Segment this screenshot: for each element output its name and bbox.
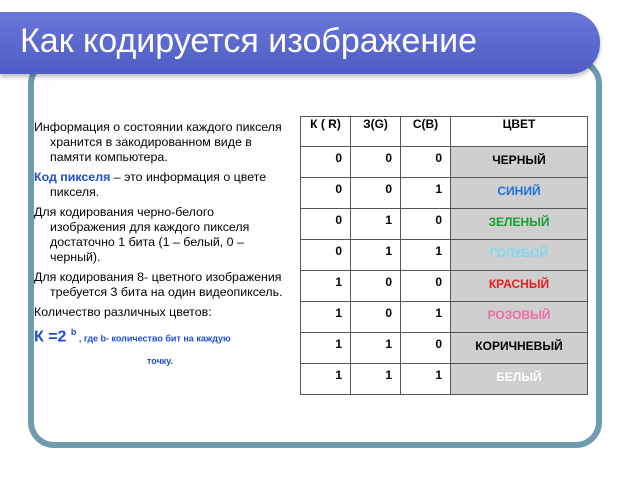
- code-cell-s: 0: [401, 209, 451, 240]
- color-name-cell: ЗЕЛЕНЫЙ: [451, 209, 588, 240]
- title-bar: [0, 12, 600, 74]
- paragraph-8color: Для кодирования 8- цветного изображения требуется 3 бита на один видеопиксель.: [34, 270, 283, 299]
- table-row: [301, 271, 588, 302]
- color-name-cell: ГОЛУБОЙ: [451, 240, 588, 271]
- paragraph-pixel-code: [34, 170, 289, 200]
- code-cell-s: 1: [401, 240, 451, 271]
- code-cell-z: 0: [351, 147, 401, 178]
- formula-base: К =2: [34, 328, 67, 346]
- pixel-code-term: Код пикселя: [34, 170, 111, 184]
- code-cell-z: 1: [351, 333, 401, 364]
- code-cell-k: 1: [301, 364, 351, 395]
- code-cell-k: 1: [301, 302, 351, 333]
- paragraph-bw: Для кодирования черно-белого изображения для каждого пикселя достаточно 1 бита (1 – белый, 0 – черный).: [34, 205, 250, 264]
- color-name-cell: ЧЕРНЫЙ: [451, 147, 588, 178]
- code-cell-z: 0: [351, 271, 401, 302]
- table-row: [301, 178, 588, 209]
- table-row: [301, 364, 588, 395]
- table-row: [301, 333, 588, 364]
- header-color: ЦВЕТ: [451, 117, 588, 147]
- header-k: К ( R): [301, 117, 351, 147]
- code-cell-z: 1: [351, 240, 401, 271]
- code-cell-k: 1: [301, 333, 351, 364]
- header-s: С(B): [401, 117, 451, 147]
- code-cell-s: 0: [401, 271, 451, 302]
- formula-note: , где b- количество бит на каждую: [76, 333, 231, 344]
- code-cell-k: 1: [301, 271, 351, 302]
- color-name-cell: СИНИЙ: [451, 178, 588, 209]
- code-cell-k: 0: [301, 240, 351, 271]
- code-cell-k: 0: [301, 209, 351, 240]
- table-row: [301, 240, 588, 271]
- code-cell-z: 0: [351, 178, 401, 209]
- color-name-cell: БЕЛЫЙ: [451, 364, 588, 395]
- paragraph-info: Информация о состоянии каждого пикселя хранится в закодированном виде в памяти компьютера.: [34, 120, 282, 164]
- pixel-code-definition: – это информация о цвете пикселя.: [50, 170, 267, 199]
- table-row: [301, 302, 588, 333]
- formula: [34, 325, 289, 346]
- paragraph-count: Количество различных цветов:: [34, 305, 212, 319]
- code-cell-s: 1: [401, 364, 451, 395]
- code-cell-z: 0: [351, 302, 401, 333]
- color-name-cell: КРАСНЫЙ: [451, 271, 588, 302]
- formula-note-end: точку.: [147, 356, 174, 367]
- code-cell-z: 1: [351, 364, 401, 395]
- color-name-cell: РОЗОВЫЙ: [451, 302, 588, 333]
- code-cell-s: 0: [401, 147, 451, 178]
- table-row: [301, 209, 588, 240]
- explanation-text: [34, 120, 289, 369]
- color-code-table: [300, 116, 588, 395]
- header-z: З(G): [351, 117, 401, 147]
- code-cell-k: 0: [301, 147, 351, 178]
- slide-title: Как кодируется изображение: [20, 22, 477, 60]
- code-cell-k: 0: [301, 178, 351, 209]
- table-row: [301, 147, 588, 178]
- code-cell-s: 1: [401, 302, 451, 333]
- formula-exponent: b: [70, 327, 77, 337]
- code-cell-s: 0: [401, 333, 451, 364]
- code-cell-s: 1: [401, 178, 451, 209]
- color-name-cell: КОРИЧНЕВЫЙ: [451, 333, 588, 364]
- code-cell-z: 1: [351, 209, 401, 240]
- table-header-row: [301, 117, 588, 147]
